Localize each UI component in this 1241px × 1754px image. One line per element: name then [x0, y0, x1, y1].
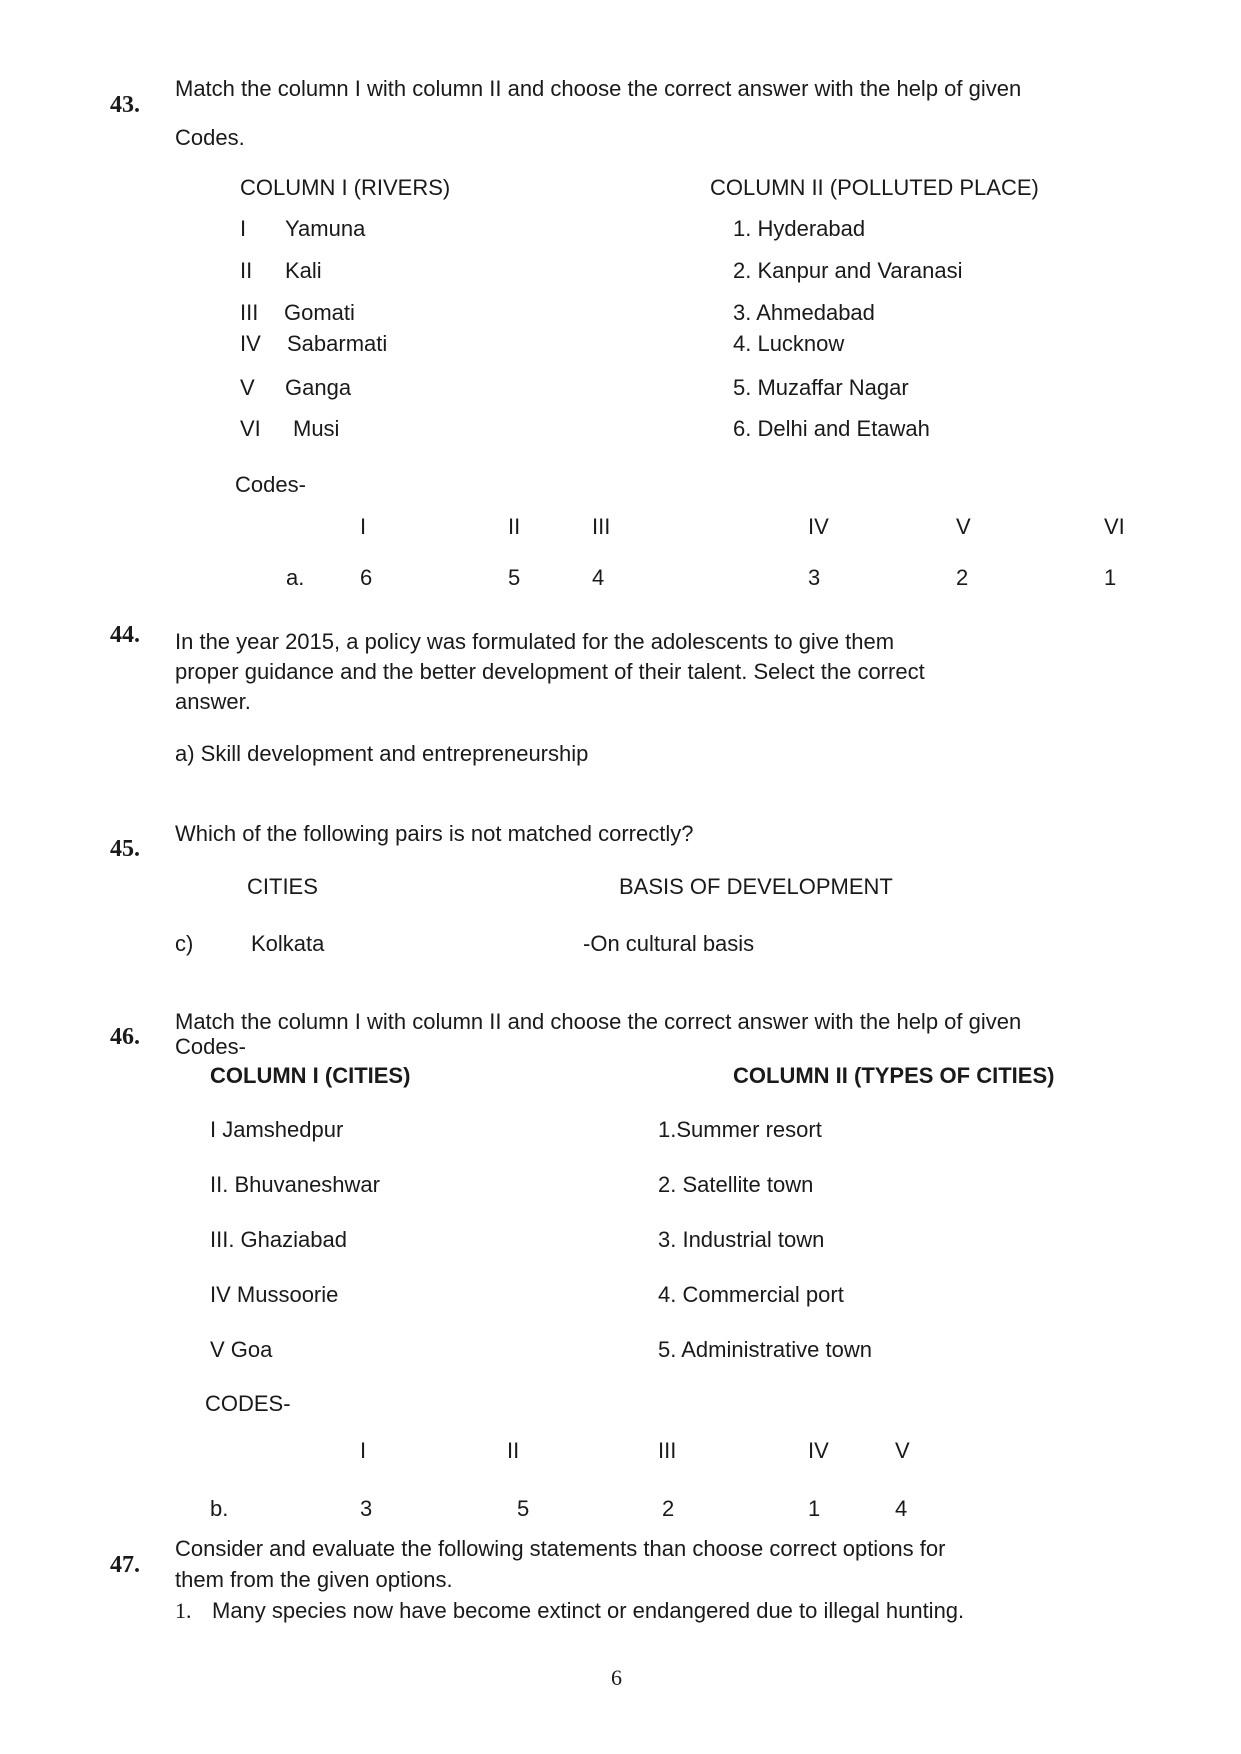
row-num: III: [240, 300, 259, 325]
city-entry: V Goa: [210, 1337, 273, 1362]
option-value: 1: [1104, 565, 1117, 590]
polluted-place: 4. Lucknow: [733, 331, 845, 356]
code-header: I: [360, 514, 367, 539]
question-44-text-line3: answer.: [175, 689, 251, 714]
column-1-header: COLUMN I (CITIES): [210, 1063, 411, 1088]
code-header: IV: [808, 514, 829, 539]
question-46-text-line2: Codes-: [175, 1034, 246, 1059]
code-header: IV: [808, 1438, 829, 1463]
statement-number: 1.: [175, 1598, 192, 1623]
option-value: 2: [662, 1496, 675, 1521]
code-header: V: [956, 514, 971, 539]
question-47-text-line2: them from the given options.: [175, 1567, 453, 1592]
question-44-text-line1: In the year 2015, a policy was formulated for the adolescents to give them: [175, 629, 895, 654]
code-header: III: [658, 1438, 677, 1463]
question-45-text: Which of the following pairs is not matched correctly?: [175, 821, 694, 846]
option-value: 1: [808, 1496, 821, 1521]
option-label: b.: [210, 1496, 229, 1521]
city-entry: IV Mussoorie: [210, 1282, 339, 1307]
basis-header: BASIS OF DEVELOPMENT: [619, 874, 893, 899]
question-46-text-line1: Match the column I with column II and choose the correct answer with the help of given: [175, 1009, 1022, 1034]
option-value: 4: [592, 565, 605, 590]
code-header: II: [508, 514, 521, 539]
question-47-text-line1: Consider and evaluate the following statements than choose correct options for: [175, 1536, 946, 1561]
option-value: 3: [360, 1496, 373, 1521]
city-entry: III. Ghaziabad: [210, 1227, 347, 1252]
code-header: I: [360, 1438, 367, 1463]
page-number: 6: [611, 1665, 622, 1690]
city-name: Kolkata: [251, 931, 325, 956]
option-value: 3: [808, 565, 821, 590]
code-header: VI: [1104, 514, 1125, 539]
option-label: c): [175, 931, 194, 956]
question-44-text-line2: proper guidance and the better development of their talent. Select the correct: [175, 659, 925, 684]
column-2-header: COLUMN II (TYPES OF CITIES): [733, 1063, 1055, 1088]
column-1-header: COLUMN I (RIVERS): [240, 175, 451, 200]
city-type: 4. Commercial port: [658, 1282, 844, 1307]
row-num: I: [240, 216, 247, 241]
option-value: 5: [508, 565, 521, 590]
option-value: 5: [517, 1496, 530, 1521]
option-value: 2: [956, 565, 969, 590]
row-num: VI: [240, 416, 261, 441]
city-type: 5. Administrative town: [658, 1337, 872, 1362]
cities-header: CITIES: [247, 874, 318, 899]
river-name: Yamuna: [285, 216, 366, 241]
city-entry: I Jamshedpur: [210, 1117, 344, 1142]
question-43-text-line1: Match the column I with column II and choose the correct answer with the help of given: [175, 76, 1022, 101]
codes-label: CODES-: [205, 1391, 291, 1416]
row-num: IV: [240, 331, 261, 356]
question-44-option: a) Skill development and entrepreneurship: [175, 741, 589, 766]
polluted-place: 3. Ahmedabad: [733, 300, 875, 325]
codes-label: Codes-: [235, 472, 306, 497]
river-name: Ganga: [285, 375, 352, 400]
statement-text: Many species now have become extinct or endangered due to illegal hunting.: [212, 1598, 965, 1623]
code-header: III: [592, 514, 611, 539]
column-2-header: COLUMN II (POLLUTED PLACE): [710, 175, 1039, 200]
question-number-44: 44.: [110, 622, 140, 648]
river-name: Gomati: [284, 300, 355, 325]
city-type: 3. Industrial town: [658, 1227, 825, 1252]
question-number-47: 47.: [110, 1552, 140, 1578]
polluted-place: 6. Delhi and Etawah: [733, 416, 930, 441]
development-basis: -On cultural basis: [583, 931, 755, 956]
river-name: Musi: [293, 416, 340, 441]
row-num: V: [240, 375, 255, 400]
question-43-text-line2: Codes.: [175, 125, 245, 150]
city-entry: II. Bhuvaneshwar: [210, 1172, 380, 1197]
polluted-place: 2. Kanpur and Varanasi: [733, 258, 963, 283]
option-value: 6: [360, 565, 373, 590]
row-num: II: [240, 258, 253, 283]
city-type: 1.Summer resort: [658, 1117, 822, 1142]
code-header: V: [895, 1438, 910, 1463]
option-value: 4: [895, 1496, 908, 1521]
river-name: Kali: [285, 258, 322, 283]
question-number-45: 45.: [110, 836, 140, 862]
polluted-place: 1. Hyderabad: [733, 216, 866, 241]
option-label: a.: [286, 565, 305, 590]
code-header: II: [507, 1438, 520, 1463]
question-number-46: 46.: [110, 1024, 140, 1050]
city-type: 2. Satellite town: [658, 1172, 814, 1197]
river-name: Sabarmati: [287, 331, 388, 356]
question-number-43: 43.: [110, 92, 140, 118]
polluted-place: 5. Muzaffar Nagar: [733, 375, 909, 400]
